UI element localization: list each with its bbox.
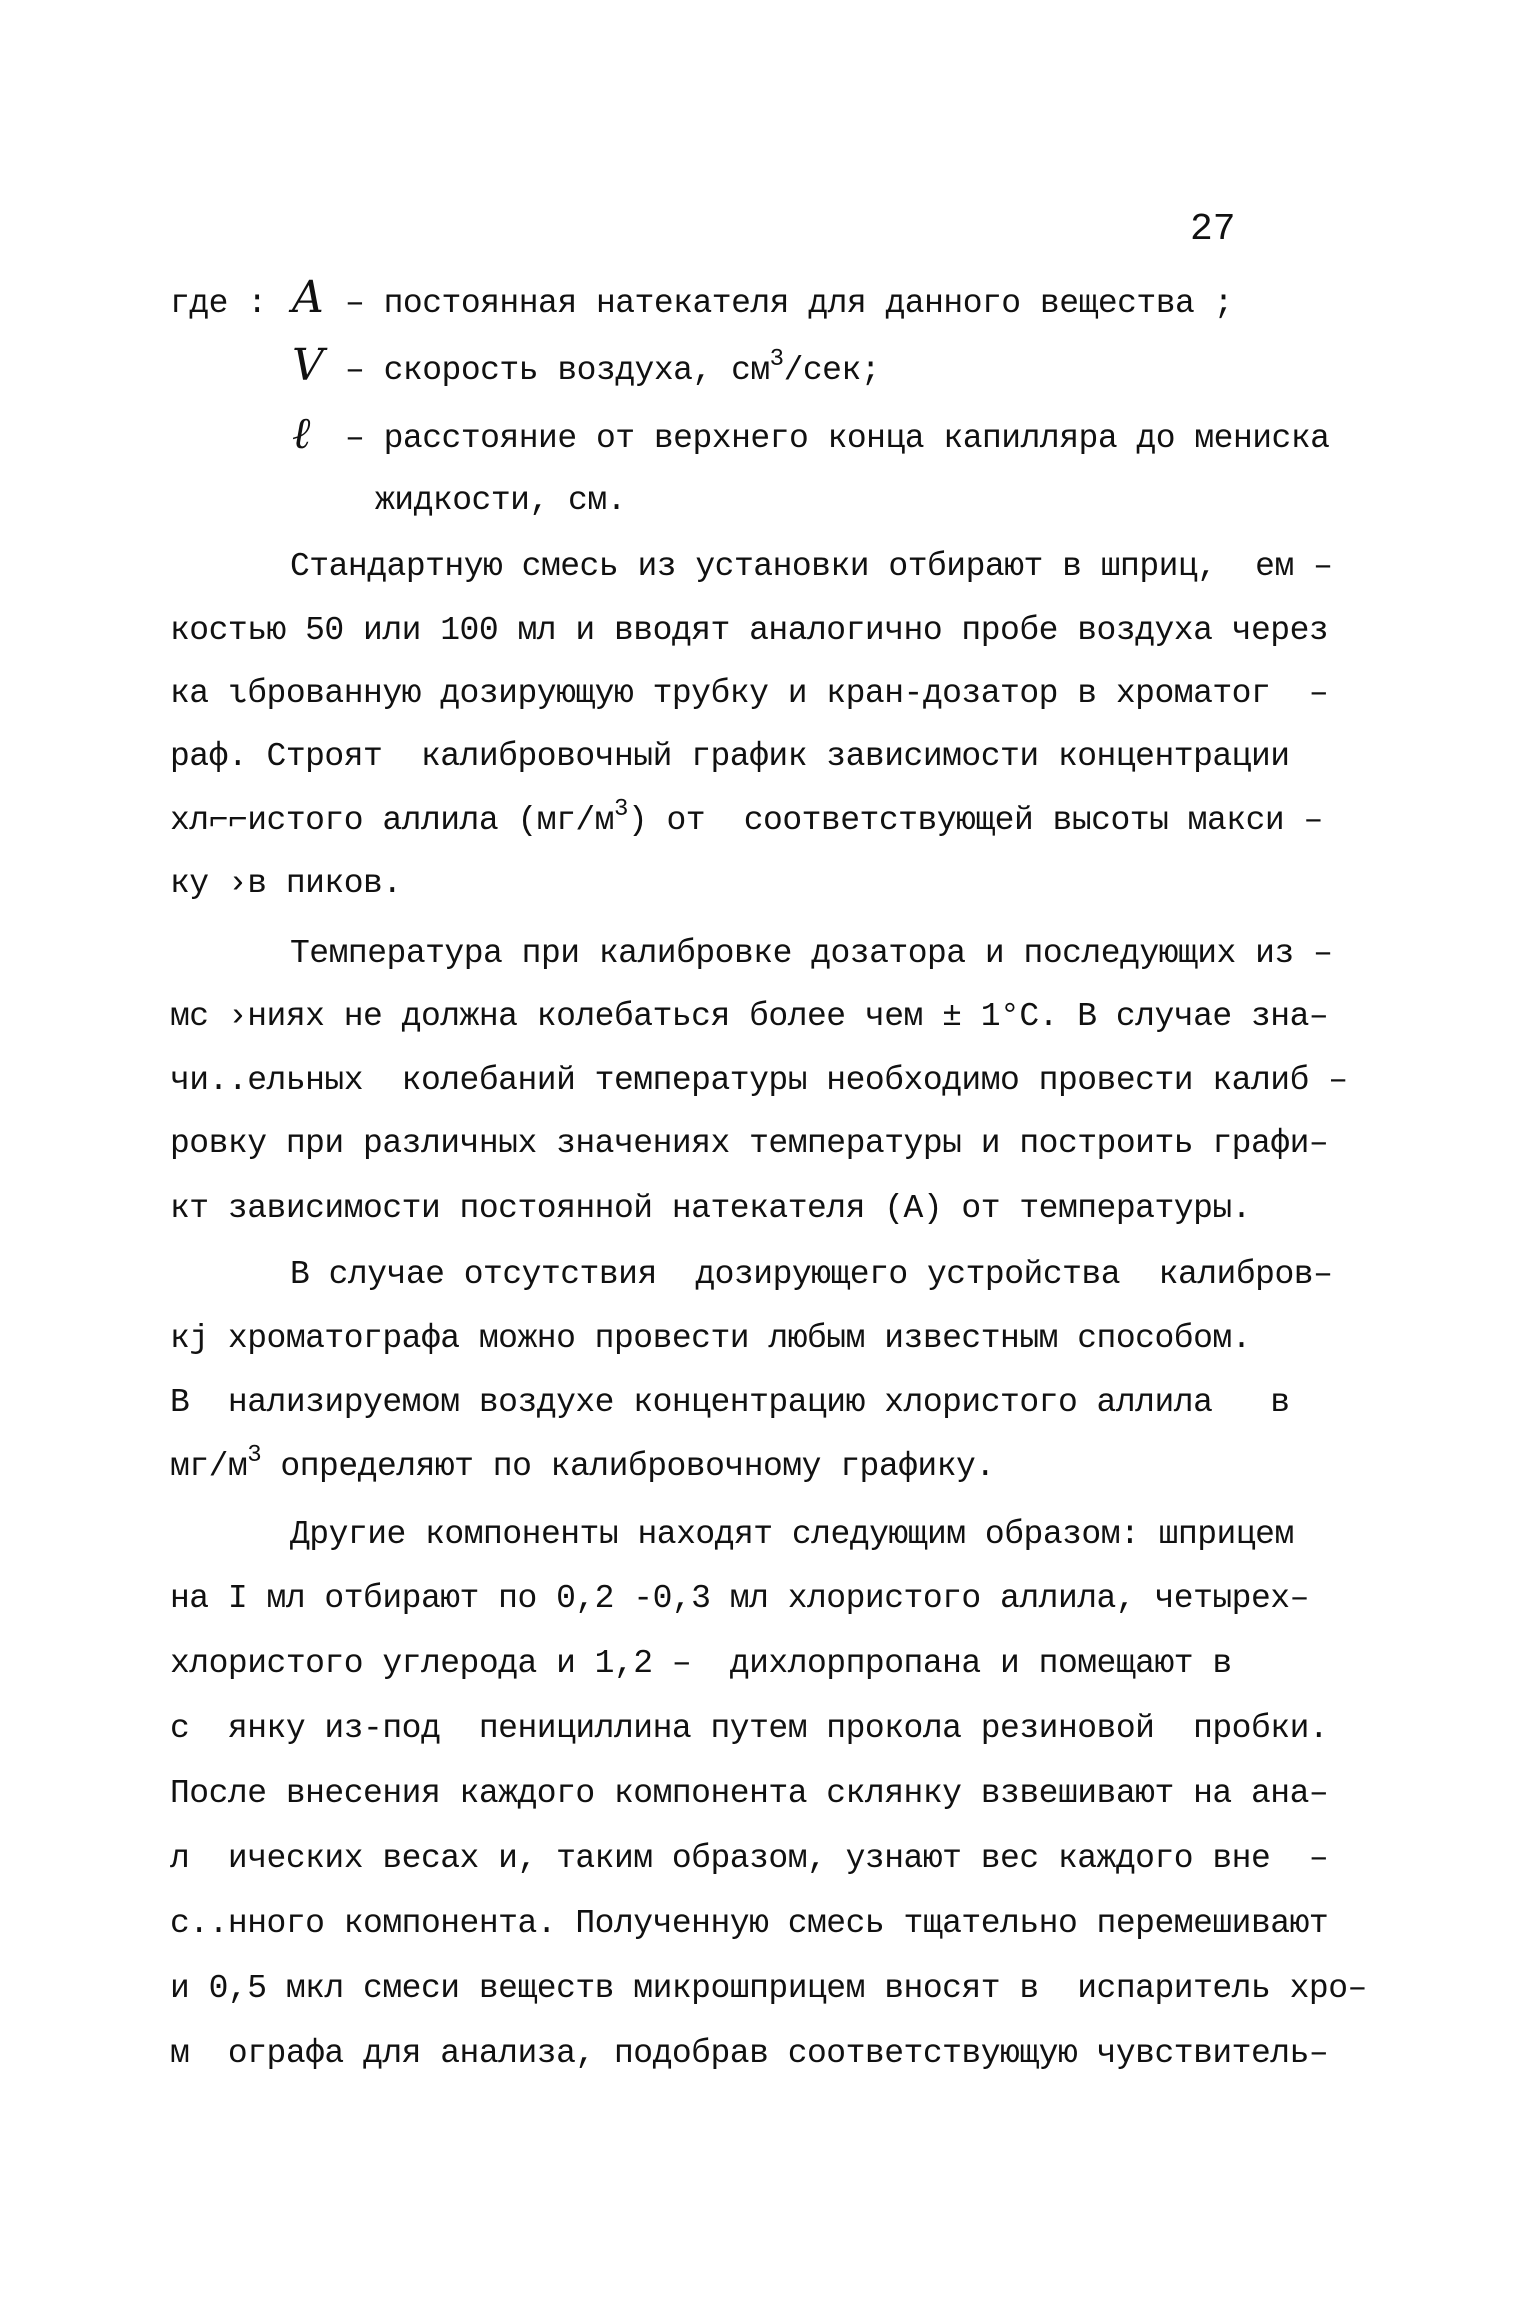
p3-line-1: В случае отсутствия дозирующего устройства калибров– — [290, 1256, 1333, 1293]
symbol-v: V — [292, 340, 324, 391]
p1-line-2: костью 50 или 100 мл и вводят аналогично пробе воздуха через — [170, 612, 1329, 649]
symbol-a: A — [292, 272, 324, 323]
p3-line-4: $мг/м^3$ определяют по калибровочному графику. — [170, 1442, 995, 1485]
p4-line-4: с янку из-под пенициллина путем прокола резиновой пробки. — [170, 1710, 1329, 1747]
p4-line-9: м ографа для анализа, подобрав соответствующую чувствитель– — [170, 2035, 1329, 2072]
p3-line-3: В нализируемом воздухе концентрацию хлористого аллила в — [170, 1384, 1290, 1421]
p4-line-6: л ических весах и, таким образом, узнают вес каждого вне – — [170, 1840, 1329, 1877]
p4-line-8: и 0,5 мкл смеси веществ микрошприцем вносят в испаритель хро– — [170, 1970, 1367, 2007]
p1-line-5: хл⌐⌐истого аллила $(мг/м^3)$ от соответствующей высоты макси – — [170, 796, 1323, 839]
definition-a-text: – постоянная натекателя для данного вещества ; — [345, 285, 1233, 322]
p2-line-3: чи..ельных колебаний температуры необходимо провести калиб – — [170, 1062, 1348, 1099]
p2-line-5: кт зависимости постоянной натекателя (А) от температуры. — [170, 1190, 1251, 1227]
definition-l-text: – расстояние от верхнего конца капилляра до мениска — [345, 420, 1330, 457]
p4-line-1: Другие компоненты находят следующим образом: шприцем — [290, 1516, 1294, 1553]
p2-line-1: Температура при калибровке дозатора и последующих из – — [290, 935, 1333, 972]
p4-line-5: После внесения каждого компонента склянку взвешивают на ана– — [170, 1775, 1329, 1812]
p3-line-2: кj хроматографа можно провести любым известным способом. — [170, 1320, 1251, 1357]
symbol-l: ℓ — [292, 408, 311, 459]
definition-lead: где : — [170, 285, 267, 322]
definition-v-text: – скорость воздуха, $см^3$/сек; — [345, 346, 881, 389]
p1-line-4: раф. Строят калибровочный график зависимости концентрации — [170, 738, 1290, 775]
page-number: 27 — [1190, 208, 1236, 251]
p2-line-2: мс ›ниях не должна колебаться более чем ± 1°С. В случае зна– — [170, 998, 1329, 1035]
p1-line-1: Стандартную смесь из установки отбирают в шприц, ем – — [290, 548, 1333, 585]
definition-l-text-cont: жидкости, см. — [375, 482, 626, 519]
p4-line-2: на I мл отбирают по 0,2 -0,3 мл хлористого аллила, четырех– — [170, 1580, 1309, 1617]
p4-line-7: с..нного компонента. Полученную смесь тщательно перемешивают — [170, 1905, 1329, 1942]
superscript: 3 — [247, 1442, 262, 1469]
p1-line-6: ку ›в пиков. — [170, 865, 402, 902]
p2-line-4: ровку при различных значениях температуры и построить графи– — [170, 1125, 1329, 1162]
superscript: 3 — [769, 346, 784, 373]
p4-line-3: хлористого углерода и 1,2 – дихлорпропана и помещают в — [170, 1645, 1232, 1682]
superscript: 3 — [613, 796, 628, 823]
p1-line-3: ка ιброванную дозирующую трубку и кран-дозатор в хроматог – — [170, 675, 1329, 712]
